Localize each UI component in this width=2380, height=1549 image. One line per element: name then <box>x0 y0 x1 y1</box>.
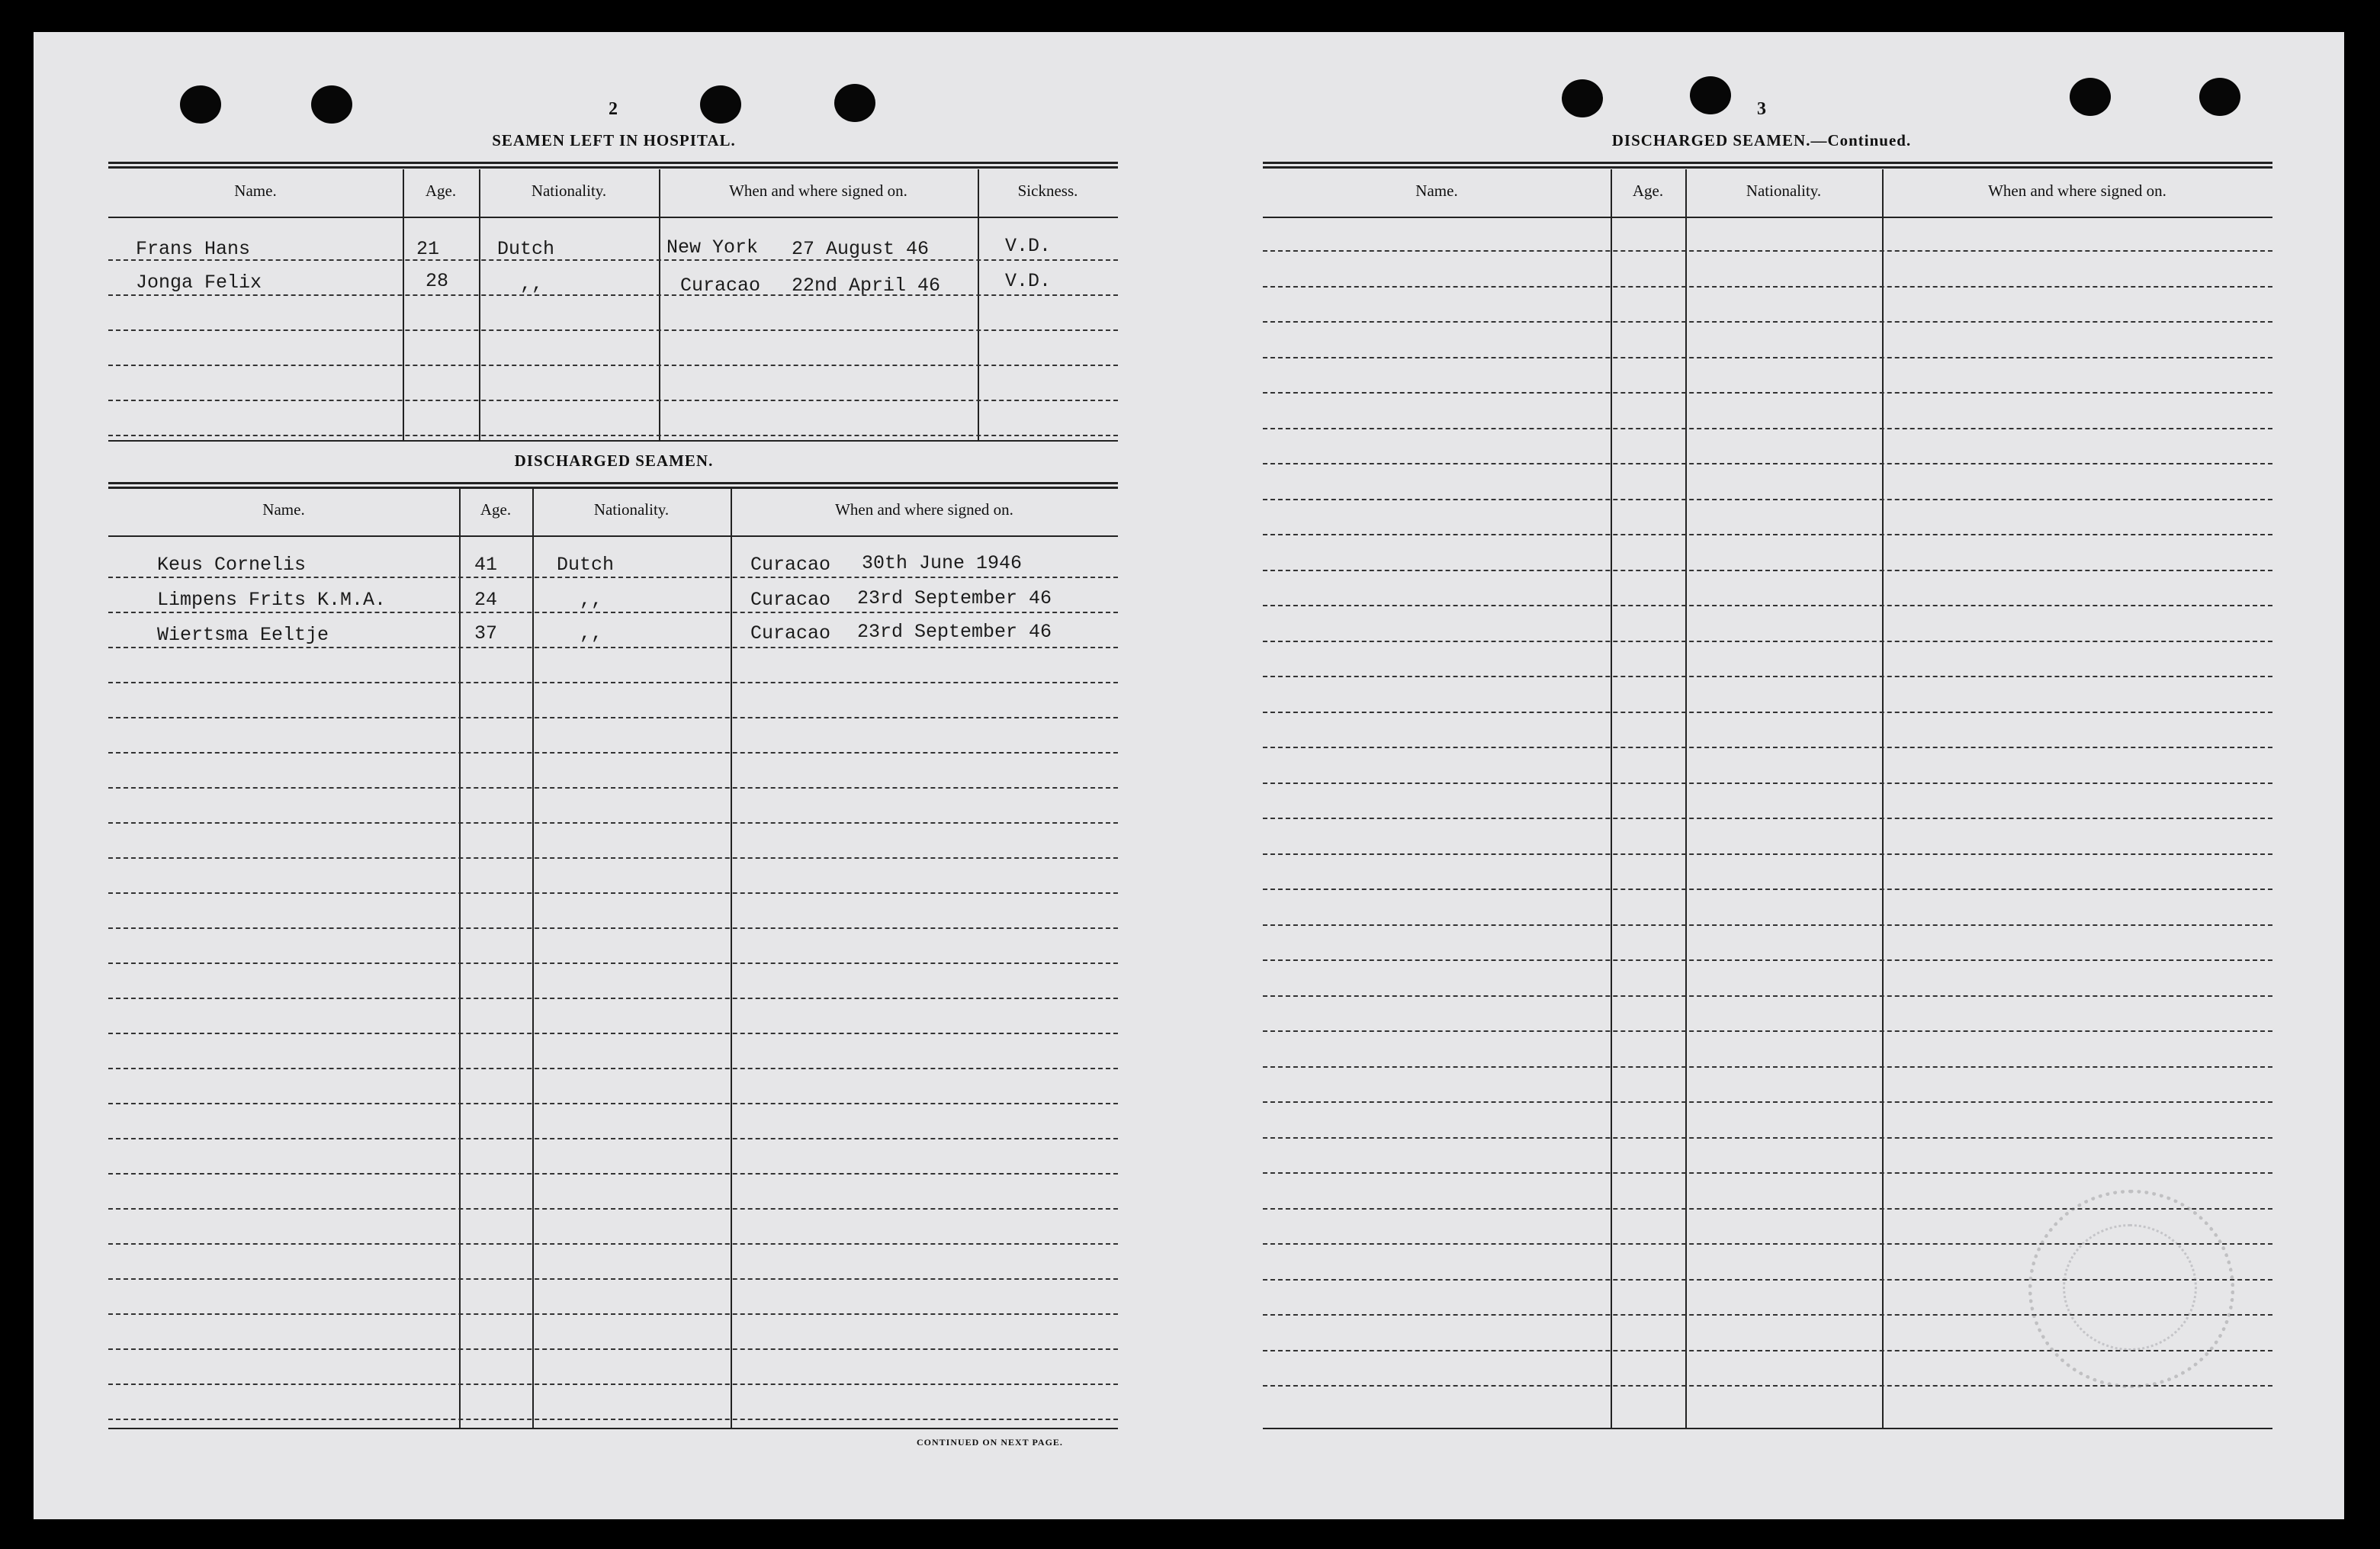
discharged-signed-date: 30th June 1946 <box>862 552 1023 574</box>
header-rule <box>1263 217 2272 218</box>
ruled-line <box>1263 959 2272 961</box>
ruled-line <box>1263 463 2272 464</box>
header-nationality: Nationality. <box>1746 182 1822 200</box>
ruled-line <box>1263 1137 2272 1139</box>
ruled-line <box>108 892 1118 894</box>
ruled-line <box>1263 676 2272 677</box>
hospital-title: SEAMEN LEFT IN HOSPITAL. <box>492 131 736 149</box>
discharged-signed-place: Curacao <box>750 622 831 644</box>
ruled-line <box>108 822 1118 824</box>
header-signed-on: When and where signed on. <box>729 182 907 200</box>
ruled-line <box>108 717 1118 718</box>
hospital-signed-place: Curacao <box>680 275 761 297</box>
discharged-continued-title: DISCHARGED SEAMEN.—Continued. <box>1611 131 1912 149</box>
hospital-name: Frans Hans <box>136 238 251 260</box>
header-rule <box>108 535 1118 537</box>
bottom-rule <box>1263 1428 2272 1429</box>
bottom-rule <box>108 1428 1118 1429</box>
ruled-line <box>108 1348 1118 1350</box>
ruled-line <box>108 752 1118 754</box>
ruled-line <box>108 682 1118 683</box>
ruled-line <box>108 294 1118 296</box>
discharged-signed-date: 23rd September 46 <box>857 587 1052 609</box>
ruled-line <box>108 1103 1118 1104</box>
punch-hole <box>311 85 352 124</box>
header-sickness: Sickness. <box>1017 182 1078 200</box>
header-signed-on: When and where signed on. <box>1988 182 2166 200</box>
discharged-age: 37 <box>474 622 498 644</box>
discharged-nationality: ,, <box>580 589 603 611</box>
ruled-line <box>1263 250 2272 252</box>
ruled-line <box>108 1173 1118 1175</box>
punch-hole <box>700 85 741 124</box>
ruled-line <box>108 1419 1118 1420</box>
ruled-line <box>108 787 1118 789</box>
ruled-line <box>1263 357 2272 358</box>
header-age: Age. <box>480 500 512 519</box>
ruled-line <box>108 1068 1118 1069</box>
faded-stamp <box>2028 1190 2234 1388</box>
ruled-line <box>1263 783 2272 784</box>
ruled-line <box>108 1278 1118 1280</box>
header-name: Name. <box>262 500 305 519</box>
ruled-line <box>1263 428 2272 429</box>
ruled-line <box>1263 712 2272 713</box>
hospital-age: 28 <box>426 270 449 292</box>
ruled-line <box>108 927 1118 929</box>
ruled-line <box>1263 747 2272 748</box>
column-rule <box>532 488 534 1428</box>
continued-note: CONTINUED ON NEXT PAGE. <box>917 1437 1063 1448</box>
punch-hole <box>834 84 875 122</box>
ruled-line <box>108 1138 1118 1139</box>
hospital-sickness: V.D. <box>1005 270 1052 292</box>
hospital-table <box>108 169 1118 444</box>
discharged-name: Keus Cornelis <box>157 554 307 576</box>
ruled-line <box>108 998 1118 999</box>
header-rule <box>108 217 1118 218</box>
double-rule <box>108 162 1118 169</box>
ruled-line <box>1263 286 2272 288</box>
hospital-nationality: ,, <box>520 273 544 295</box>
punch-hole <box>2070 78 2111 116</box>
double-rule <box>1263 162 2272 169</box>
ruled-line <box>108 577 1118 578</box>
ruled-line <box>108 1208 1118 1210</box>
ruled-line <box>1263 570 2272 571</box>
page-number-left: 2 <box>609 99 618 119</box>
ruled-line <box>108 365 1118 366</box>
punch-hole <box>2199 78 2240 116</box>
ruled-line <box>1263 392 2272 394</box>
header-nationality: Nationality. <box>531 182 607 200</box>
ruled-line <box>1263 818 2272 819</box>
discharged-signed-place: Curacao <box>750 554 831 576</box>
header-signed-on: When and where signed on. <box>835 500 1013 519</box>
hospital-name: Jonga Felix <box>136 272 262 294</box>
discharged-signed-date: 23rd September 46 <box>857 621 1052 643</box>
ruled-line <box>1263 534 2272 535</box>
ruled-line <box>108 1313 1118 1315</box>
ruled-line <box>1263 1066 2272 1068</box>
ruled-line <box>108 963 1118 964</box>
ruled-line <box>108 329 1118 331</box>
header-nationality: Nationality. <box>593 500 670 519</box>
ruled-line <box>1263 924 2272 926</box>
header-age: Age. <box>425 182 457 200</box>
ruled-line <box>1263 1030 2272 1032</box>
discharged-nationality: ,, <box>580 622 603 644</box>
ruled-line <box>1263 889 2272 890</box>
ruled-line <box>108 612 1118 613</box>
ruled-line <box>108 1033 1118 1034</box>
hospital-nationality: Dutch <box>497 238 555 260</box>
discharged-nationality: Dutch <box>557 554 615 576</box>
hospital-signed-date: 22nd April 46 <box>792 275 941 297</box>
ruled-line <box>1263 499 2272 500</box>
header-name: Name. <box>234 182 277 200</box>
punch-hole <box>180 85 221 124</box>
column-rule <box>731 488 732 1428</box>
hospital-sickness: V.D. <box>1005 235 1052 257</box>
ruled-line <box>108 857 1118 859</box>
ruled-line <box>108 647 1118 648</box>
punch-hole <box>1562 79 1603 117</box>
page-number-right: 3 <box>1757 99 1766 119</box>
column-rule <box>1685 169 1687 1428</box>
bottom-rule <box>108 440 1118 442</box>
header-age: Age. <box>1632 182 1664 200</box>
ruled-line <box>108 400 1118 401</box>
ruled-line <box>108 259 1118 261</box>
discharged-age: 41 <box>474 554 498 576</box>
discharged-name: Wiertsma Eeltje <box>157 624 329 646</box>
column-rule <box>1882 169 1884 1428</box>
ruled-line <box>1263 853 2272 855</box>
punch-hole <box>1690 76 1731 114</box>
ruled-line <box>1263 605 2272 606</box>
discharged-signed-place: Curacao <box>750 589 831 611</box>
hospital-age: 21 <box>416 238 440 260</box>
header-name: Name. <box>1415 182 1458 200</box>
column-rule <box>459 488 461 1428</box>
column-rule <box>1611 169 1612 1428</box>
ruled-line <box>108 1383 1118 1385</box>
hospital-signed-place: New York <box>666 236 759 259</box>
ruled-line <box>1263 641 2272 642</box>
ruled-line <box>108 435 1118 436</box>
ruled-line <box>1263 995 2272 997</box>
ruled-line <box>1263 321 2272 323</box>
discharged-age: 24 <box>474 589 498 611</box>
discharged-title: DISCHARGED SEAMEN. <box>514 452 714 470</box>
ruled-line <box>108 1243 1118 1245</box>
hospital-signed-date: 27 August 46 <box>792 238 930 260</box>
ruled-line <box>1263 1172 2272 1174</box>
discharged-name: Limpens Frits K.M.A. <box>157 589 387 611</box>
ruled-line <box>1263 1101 2272 1103</box>
